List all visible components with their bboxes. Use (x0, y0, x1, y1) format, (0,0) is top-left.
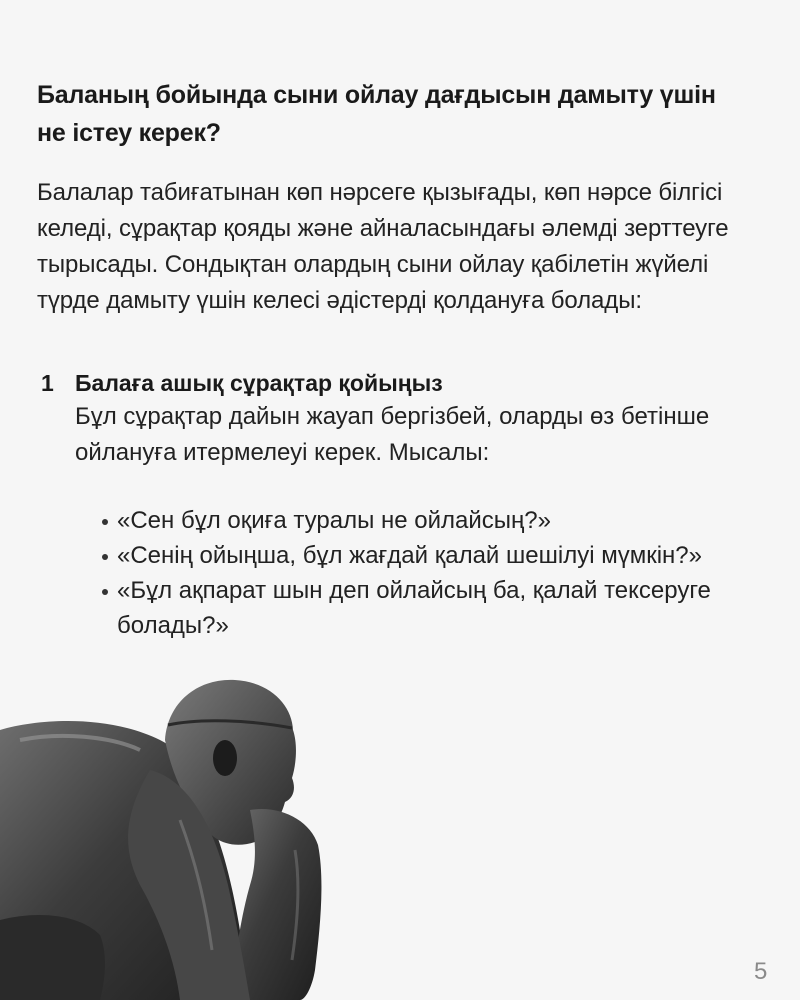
list-item (100, 538, 720, 573)
item-number: 1 (41, 370, 54, 396)
list-item-text: «Сенің ойыңша, бұл жағдай қалай шешілуі мүмкін?» (117, 542, 702, 569)
list-item (100, 503, 720, 538)
item-body: Бұл сұрақтар дайын жауап бергізбей, оларды өз бетінше ойлануға итермелеуі керек. Мысалы: (75, 403, 710, 466)
item-heading: Балаға ашық сұрақтар қойыңыз (75, 370, 443, 396)
bullet-icon (102, 554, 108, 560)
list-item-text: «Бұл ақпарат шын деп ойлайсың ба, қалай тексеруге болады?» (117, 577, 711, 639)
page-number: 5 (754, 958, 768, 985)
list-item-text: «Сен бұл оқиға туралы не ойлайсың?» (117, 507, 551, 534)
thinker-statue-image (0, 670, 340, 1000)
page-title (37, 76, 777, 152)
title-line-1: Баланың бойында сыни ойлау дағдысын дамыту үшін (37, 81, 716, 109)
bullet-icon (102, 519, 108, 525)
title-line-2: не істеу керек? (37, 119, 221, 147)
intro-paragraph: Балалар табиғатынан көп нәрсеге қызығады, көп нәрсе білгісі келеді, сұрақтар қояды және айналасындағы әлемді зерттеуге тырысады. Сондықтан олардың сыни ойлау қабілетін жүйелі түрде дамыту үшін келесі әдістерді қолдануға болады: (37, 179, 729, 314)
list-item (100, 573, 720, 643)
bullet-icon (102, 589, 108, 595)
example-questions-list (100, 503, 720, 643)
